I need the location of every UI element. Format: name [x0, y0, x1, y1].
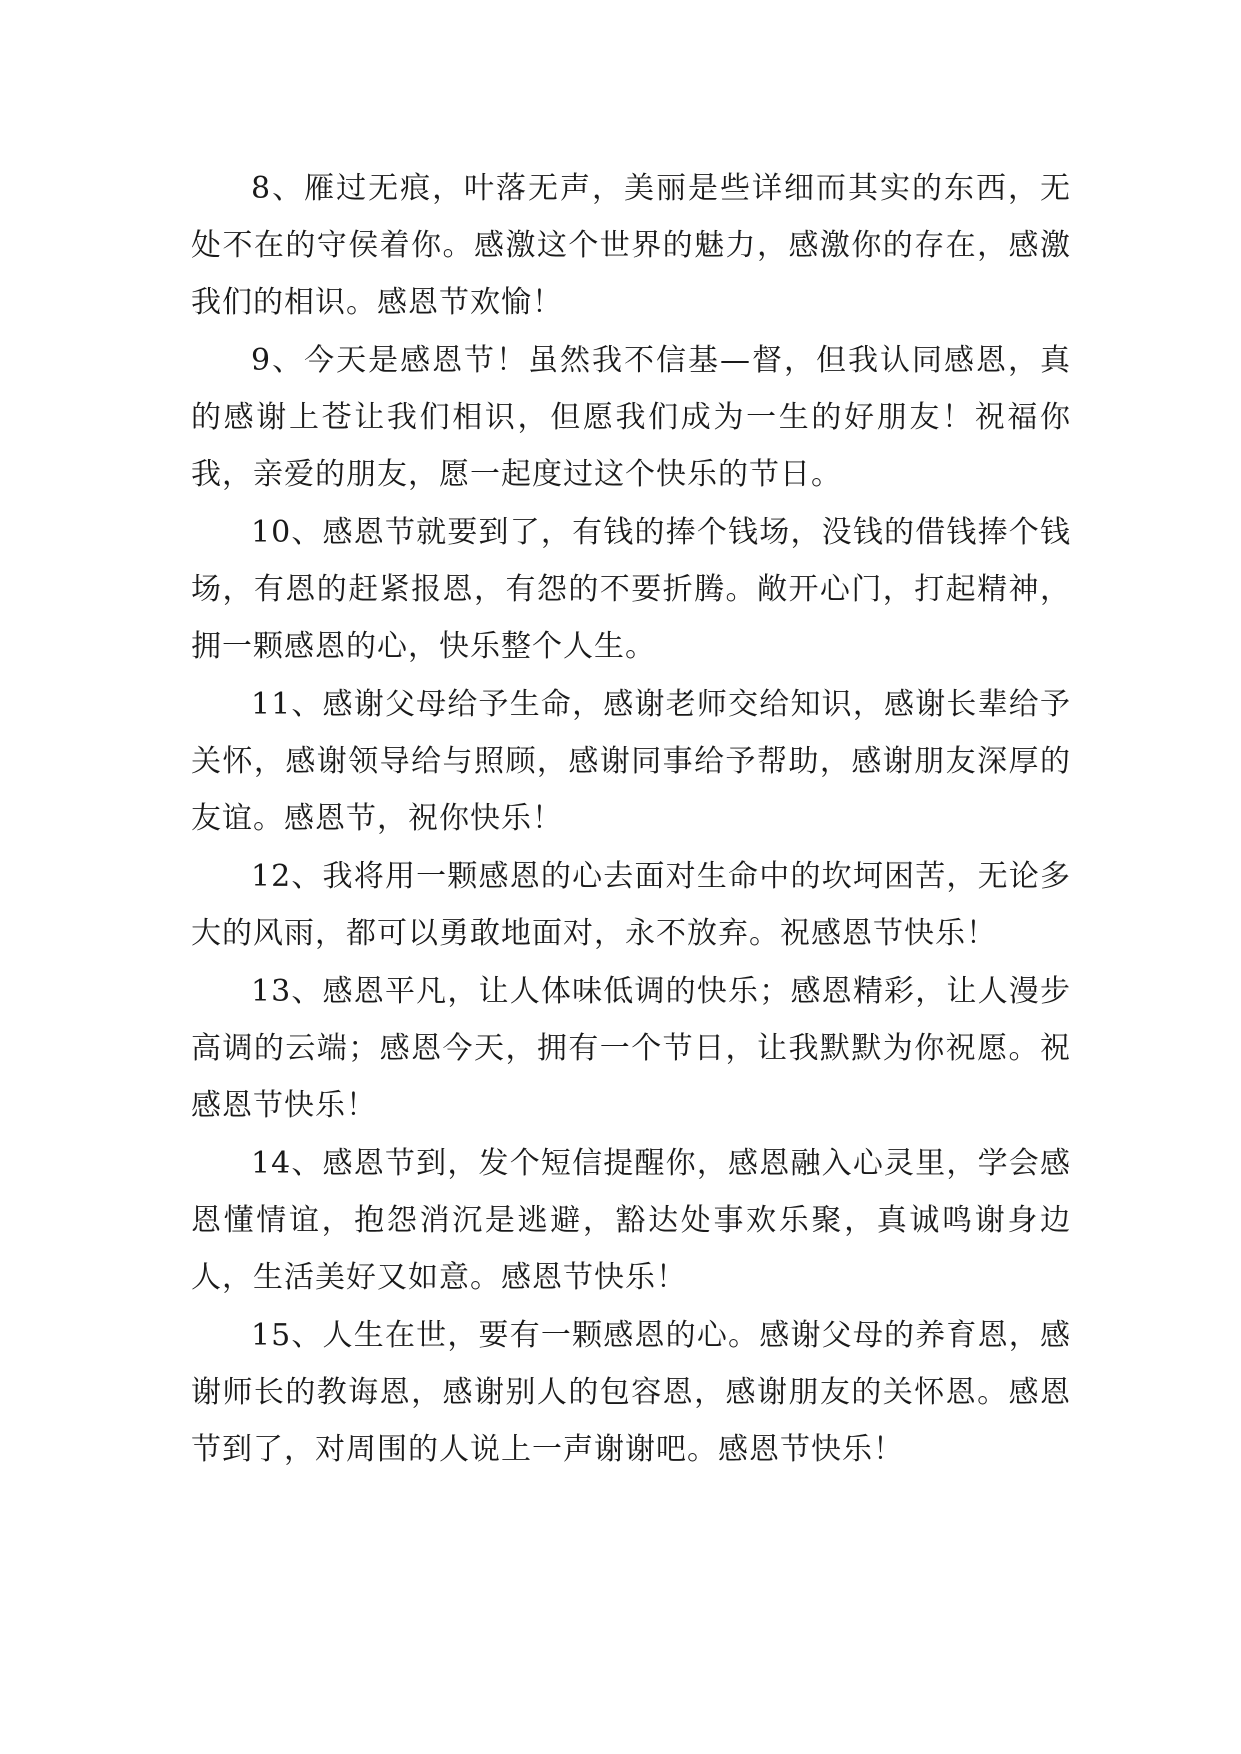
- paragraph-9: 9、今天是感恩节！虽然我不信基—督，但我认同感恩，真的感谢上苍让我们相识，但愿我们成为一生的好朋友！祝福你我，亲爱的朋友，愿一起度过这个快乐的节日。: [191, 343, 1071, 492]
- paragraph-13: 13、感恩平凡，让人体味低调的快乐；感恩精彩，让人漫步高调的云端；感恩今天，拥有一个节日，让我默默为你祝愿。祝感恩节快乐！: [191, 974, 1071, 1123]
- paragraph-12: 12、我将用一颗感恩的心去面对生命中的坎坷困苦，无论多大的风雨，都可以勇敢地面对，永不放弃。祝感恩节快乐！: [191, 859, 1071, 951]
- paragraph-10: 10、感恩节就要到了，有钱的捧个钱场，没钱的借钱捧个钱场，有恩的赶紧报恩，有怨的不要折腾。敞开心门，打起精神，拥一颗感恩的心，快乐整个人生。: [191, 515, 1071, 664]
- paragraph-11: 11、感谢父母给予生命，感谢老师交给知识，感谢长辈给予关怀，感谢领导给与照顾，感谢同事给予帮助，感谢朋友深厚的友谊。感恩节，祝你快乐！: [191, 687, 1071, 836]
- paragraph-15: 15、人生在世，要有一颗感恩的心。感谢父母的养育恩，感谢师长的教诲恩，感谢别人的包容恩，感谢朋友的关怀恩。感恩节到了，对周围的人说上一声谢谢吧。感恩节快乐！: [191, 1318, 1071, 1467]
- paragraph-14: 14、感恩节到，发个短信提醒你，感恩融入心灵里，学会感恩懂情谊，抱怨消沉是逃避，豁达处事欢乐聚，真诚鸣谢身边人，生活美好又如意。感恩节快乐！: [191, 1146, 1071, 1295]
- document-body: [191, 160, 1071, 1479]
- paragraph-8: 8、雁过无痕，叶落无声，美丽是些详细而其实的东西，无处不在的守侯着你。感激这个世界的魅力，感激你的存在，感激我们的相识。感恩节欢愉！: [191, 171, 1071, 320]
